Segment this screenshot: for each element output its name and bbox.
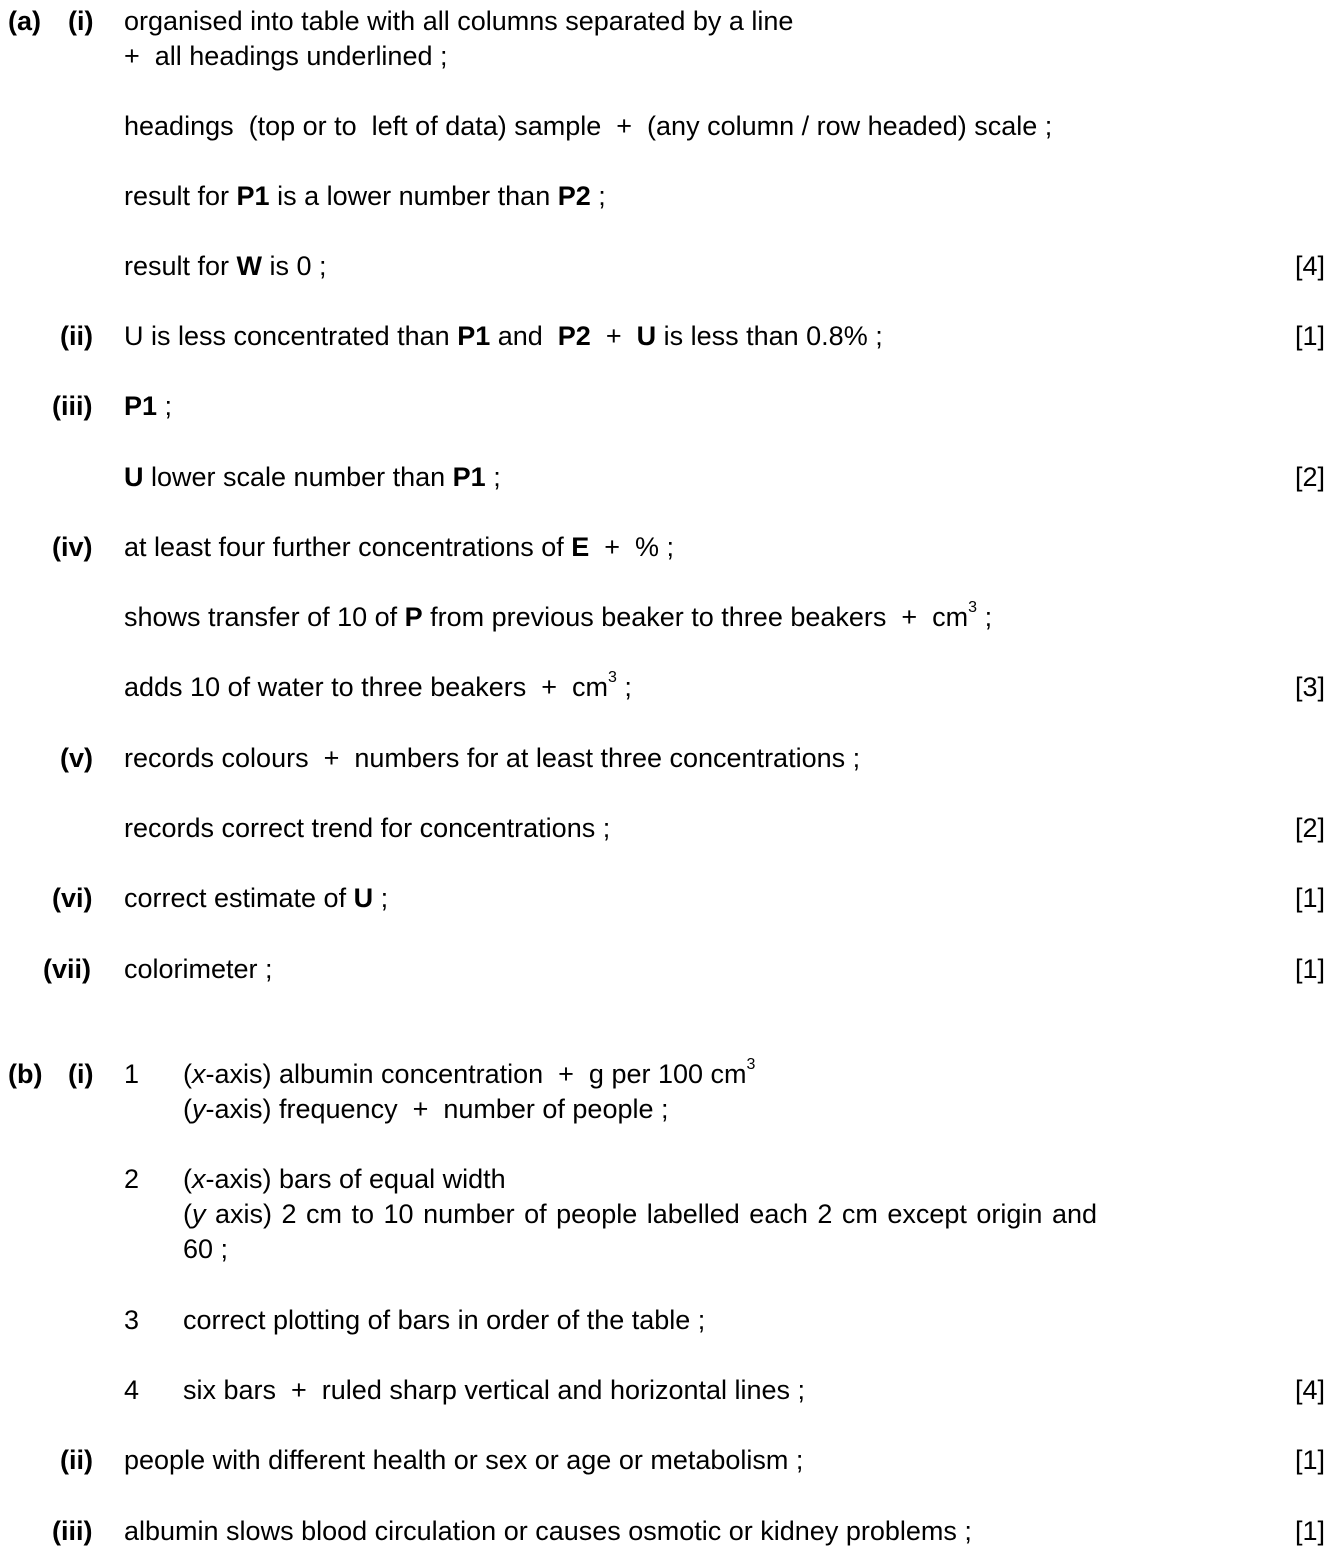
- a-i-line4: result for P1 is a lower number than P2 ;: [124, 181, 606, 211]
- b-iii-mark: [1]: [1294, 1516, 1325, 1546]
- b-i-point2-line1: (x-axis) bars of equal width: [183, 1164, 506, 1194]
- a-v-label: (v): [60, 743, 93, 773]
- a-vii-mark: [1]: [1294, 954, 1325, 984]
- a-ii-text: U is less concentrated than P1 and P2 + U is less than 0.8% ;: [124, 321, 883, 351]
- b-i-point4-text: six bars + ruled sharp vertical and horizontal lines ;: [183, 1375, 806, 1405]
- a-i-line2: + all headings underlined ;: [124, 41, 448, 71]
- b-i-point3-number: 3: [124, 1305, 140, 1335]
- b-iii-label: (iii): [52, 1516, 93, 1546]
- a-iv-line1: at least four further concentrations of E + % ;: [124, 532, 675, 562]
- a-v-line1: records colours + numbers for at least three concentrations ;: [124, 743, 861, 773]
- a-vi-mark: [1]: [1294, 883, 1325, 913]
- b-i-label: (i): [68, 1059, 94, 1089]
- a-v-line2: records correct trend for concentrations ;: [124, 813, 611, 843]
- a-iii-label: (iii): [52, 391, 93, 421]
- b-i-point2-line2: (y axis) 2 cm to 10 number of people labelled each 2 cm except origin and: [183, 1199, 1097, 1229]
- a-i-label: (i): [68, 6, 94, 36]
- a-v-mark: [2]: [1294, 813, 1325, 843]
- a-vii-label: (vii): [43, 954, 92, 984]
- a-i-line5: result for W is 0 ;: [124, 251, 327, 281]
- b-i-point2-line3: 60 ;: [183, 1234, 229, 1264]
- part-b-label: (b): [8, 1059, 43, 1089]
- a-iii-line2: U lower scale number than P1 ;: [124, 462, 501, 492]
- a-vii-text: colorimeter ;: [124, 954, 273, 984]
- a-vi-text: correct estimate of U ;: [124, 883, 389, 913]
- b-i-point1-line1: (x-axis) albumin concentration + g per 100 $cm^3$: [183, 1056, 756, 1089]
- a-vi-label: (vi): [52, 883, 93, 913]
- a-i-line3: headings (top or to left of data) sample + (any column / row headed) scale ;: [124, 111, 1053, 141]
- b-i-point2-number: 2: [124, 1164, 140, 1194]
- b-i-mark: [4]: [1294, 1375, 1325, 1405]
- a-i-mark: [4]: [1294, 251, 1325, 281]
- b-i-point4-number: 4: [124, 1375, 140, 1405]
- a-ii-mark: [1]: [1294, 321, 1325, 351]
- part-a-label: (a): [8, 6, 41, 36]
- a-i-line1: organised into table with all columns separated by a line: [124, 6, 794, 36]
- b-ii-label: (ii): [60, 1445, 93, 1475]
- a-iii-mark: [2]: [1294, 462, 1325, 492]
- b-i-point3-text: correct plotting of bars in order of the table ;: [183, 1305, 706, 1335]
- b-i-point1-line2: (y-axis) frequency + number of people ;: [183, 1094, 669, 1124]
- b-ii-mark: [1]: [1294, 1445, 1325, 1475]
- b-i-point1-number: 1: [124, 1059, 140, 1089]
- a-iv-mark: [3]: [1294, 672, 1325, 702]
- b-iii-text: albumin slows blood circulation or causes osmotic or kidney problems ;: [124, 1516, 972, 1546]
- a-iv-line2: shows transfer of 10 of P from previous beaker to three beakers + $cm^3$ ;: [124, 599, 993, 632]
- a-iii-line1: P1 ;: [124, 391, 173, 421]
- a-ii-label: (ii): [60, 321, 93, 351]
- a-iv-line3: adds 10 of water to three beakers + $cm^3$ ;: [124, 669, 632, 702]
- a-iv-label: (iv): [52, 532, 93, 562]
- b-ii-text: people with different health or sex or age or metabolism ;: [124, 1445, 804, 1475]
